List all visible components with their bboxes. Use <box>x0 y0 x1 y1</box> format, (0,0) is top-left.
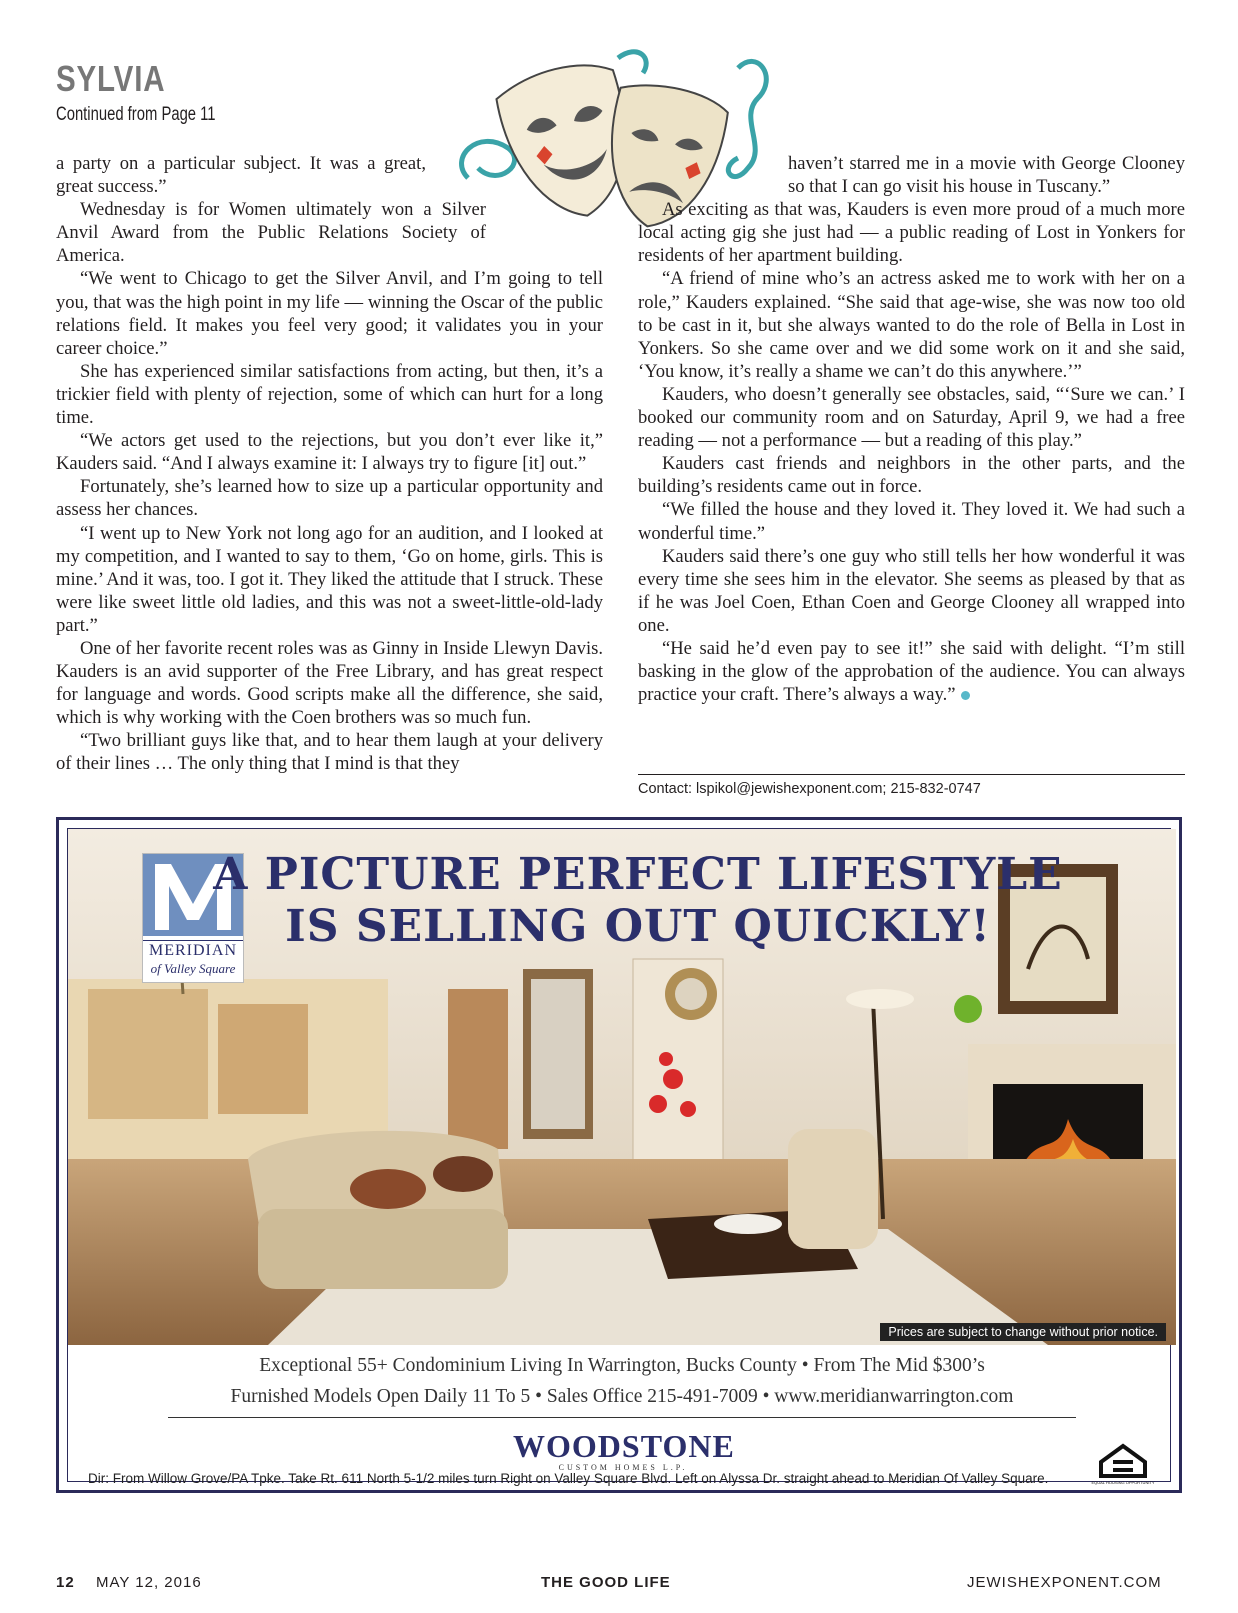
article-kicker: SYLVIA <box>56 58 166 99</box>
paragraph: haven’t starred me in a movie with George Clooney so that I can go visit his house in Tuscany.” <box>788 153 1185 198</box>
eho-label: EQUAL HOUSING OPPORTUNITY <box>1091 1480 1155 1485</box>
prices-disclaimer: Prices are subject to change without prior notice. <box>880 1323 1166 1341</box>
paragraph: Kauders said there’s one guy who still tells her how wonderful it was every time she sees him in the elevator. She seems as pleased by that as if he was Joel Coen, Ethan Coen and George Clooney all wrapped into one. <box>638 545 1185 636</box>
paragraph: “I went up to New York not long ago for an audition, and I looked at my competition, and I wanted to say to them, ‘Go on home, girls. This is mine.’ And it was, too. I got it. They liked the attitude that I struck. These were like sweet little old ladies, and this was not a sweet-little-old-lady part.” <box>56 522 603 636</box>
ad-headline <box>188 849 1088 953</box>
headline-line-2: IS SELLING OUT QUICKLY! <box>285 901 991 952</box>
paragraph: Wednesday is for Women ultimately won a Silver Anvil Award from the Public Relations Society of America. <box>56 199 486 267</box>
contact-rule <box>638 774 1185 775</box>
logo-name: MERIDIAN <box>143 940 243 961</box>
paragraph: a party on a particular subject. It was a great, great success.” <box>56 153 426 198</box>
paragraph: As exciting as that was, Kauders is even more proud of a much more local acting gig she just had — a public reading of Lost in Yonkers for residents of her apartment building. <box>638 199 1185 267</box>
meridian-advertisement <box>56 817 1182 1493</box>
paragraph: Kauders cast friends and neighbors in the other parts, and the building’s residents came out in force. <box>638 453 1185 498</box>
paragraph: One of her favorite recent roles was as Ginny in Inside Llewyn Davis. Kauders is an avid supporter of the Free Library, and has great respect for language and words. Good scripts make all the difference, she said, which is why working with the Coen brothers was so much fun. <box>56 637 603 729</box>
builder-subtitle: CUSTOM HOMES L.P. <box>558 1463 688 1472</box>
directions-text: Dir: From Willow Grove/PA Tpke. Take Rt. 611 North 5-1/2 miles turn Right on Valley Square Blvd. Left on Alyssa Dr. straight ahead to Meridian Of Valley Square. <box>88 1471 1049 1486</box>
paragraph: “Two brilliant guys like that, and to hear them laugh at your delivery of their lines … The only thing that I mind is that they <box>56 730 603 775</box>
section-name: THE GOOD LIFE <box>541 1574 671 1591</box>
ad-tagline-1: Exceptional 55+ Condominium Living In Warrington, Bucks County • From The Mid $300’s <box>259 1355 985 1376</box>
ad-inner-frame <box>67 828 1171 1486</box>
end-dot-icon <box>961 691 970 700</box>
woodstone-logo <box>513 1429 733 1472</box>
article-column-left <box>56 152 603 776</box>
closing-text: “He said he’d even pay to see it!” she said with delight. “I’m still basking in the glow of the approbation of the audience. You can always practice your craft. There’s always a way.” <box>638 637 1185 706</box>
site-name: JEWISHEXPONENT.COM <box>967 1574 1162 1591</box>
paragraph <box>638 637 1185 706</box>
logo-subtitle: of Valley Square <box>150 961 236 976</box>
paragraph: “We filled the house and they loved it. They loved it. We had such a wonderful time.” <box>638 499 1185 544</box>
continued-line: Continued from Page 11 <box>56 104 216 125</box>
ad-tagline-2: Furnished Models Open Daily 11 To 5 • Sales Office 215-491-7009 • www.meridianwarrington.com <box>230 1386 1014 1407</box>
builder-name: WOODSTONE <box>513 1428 735 1464</box>
paragraph: She has experienced similar satisfactions from acting, but then, it’s a trickier field with plenty of rejection, some of which can hurt for a long time. <box>56 360 603 429</box>
issue-date: MAY 12, 2016 <box>96 1574 202 1591</box>
headline-line-1: A PICTURE PERFECT LIFESTYLE <box>213 849 1063 900</box>
paragraph: “A friend of mine who’s an actress asked me to work with her on a role,” Kauders explained. “She said that age-wise, she was now too old to be cast in it, but she always wanted to do the role of Bella in Lost in Yonkers. So she came over and we did some work on it and she said, ‘You know, it’s really a shame we can’t do this anywhere.’” <box>638 268 1185 382</box>
article-column-right <box>638 152 1185 706</box>
paragraph: Fortunately, she’s learned how to size up a particular opportunity and assess her chances. <box>56 476 603 521</box>
paragraph: Kauders, who doesn’t generally see obstacles, said, “‘Sure we can.’ I booked our community room and on Saturday, April 9, we had a free reading — not a performance — but a reading of this play.” <box>638 383 1185 452</box>
ad-rule <box>168 1417 1076 1418</box>
paragraph: “We went to Chicago to get the Silver Anvil, and I’m going to tell you, that was the high point in my life — winning the Oscar of the public relations field. It makes you feel very good; it validates you in your career choice.” <box>56 268 603 359</box>
paragraph: “We actors get used to the rejections, but you don’t ever like it,” Kauders said. “And I always examine it: I always try to figure [it] out.” <box>56 430 603 475</box>
equal-housing-icon <box>1091 1442 1155 1488</box>
page-number: 12 <box>56 1574 75 1591</box>
living-room-photo <box>68 829 1176 1345</box>
contact-line: Contact: lspikol@jewishexponent.com; 215-832-0747 <box>638 781 981 797</box>
